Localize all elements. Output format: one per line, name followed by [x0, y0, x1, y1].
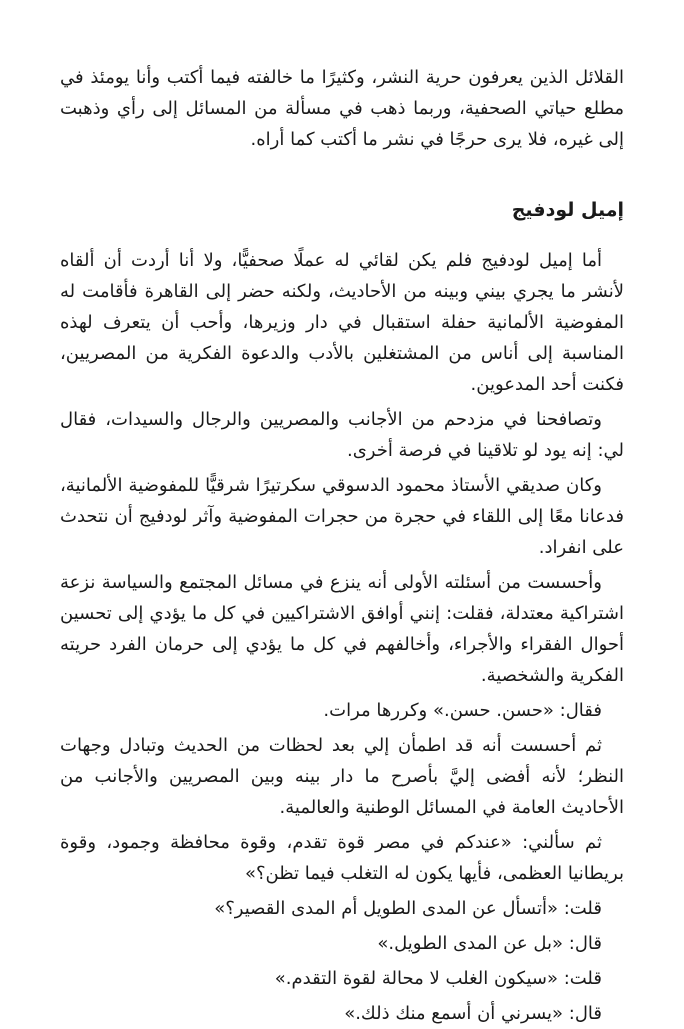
body-paragraph: وأحسست من أسئلته الأولى أنه ينزع في مسائل المجتمع والسياسة نزعة اشتراكية معتدلة، فقلت: إنني أوافق الاشتراكيين في كل ما يؤدي إلى تحسين أحوال الفقراء والأجراء، وأخالفهم في كل ما يؤدي إلى حرمان الفرد حريته الفكرية والشخصية.	[60, 572, 624, 686]
body-paragraph: وتصافحنا في مزدحم من الأجانب والمصريين والرجال والسيدات، فقال لي: إنه يود لو تلاقينا في فرصة أخرى.	[60, 409, 624, 461]
body-paragraph: فقال: «حسن. حسن.» وكررها مرات.	[323, 700, 602, 721]
dialog-line: قلت: «سيكون الغلب لا محالة لقوة التقدم.»	[274, 968, 602, 989]
body-paragraph: وكان صديقي الأستاذ محمود الدسوقي سكرتيرًا شرقيًّا للمفوضية الألمانية، فدعانا معًا إلى اللقاء في حجرة من حجرات المفوضية وآثر لودفيج أن نتحدث على انفراد.	[60, 475, 624, 558]
intro-paragraph: القلائل الذين يعرفون حرية النشر، وكثيرًا ما خالفته فيما أكتب وأنا يومئذ في مطلع حياتي الصحفية، وربما ذهب في مسألة من المسائل إلى رأي وذهبت إلى غيره، فلا يرى حرجًا في نشر ما أكتب كما أراه.	[60, 67, 624, 150]
body-paragraph: أما إميل لودفيج فلم يكن لقائي له عملًا صحفيًّا، ولا أنا أردت أن ألقاه لأنشر ما يجري بيني وبينه من الأحاديث، ولكنه حضر إلى القاهرة فأقامت له المفوضية الألمانية حفلة استقبال في دار وزيرها، وأحب أن يتعرف لهذه المناسبة إلى أناس من المشتغلين بالأدب والدعوة الفكرية من المصريين، فكنت أحد المدعوين.	[60, 250, 624, 395]
document-page	[60, 62, 624, 1029]
dialog-line: قلت: «أتسأل عن المدى الطويل أم المدى القصير؟»	[214, 898, 602, 919]
dialog-line: قال: «يسرني أن أسمع منك ذلك.»	[344, 1003, 602, 1024]
dialog-line: قال: «بل عن المدى الطويل.»	[377, 933, 602, 954]
section-title: إميل لودفيج	[511, 199, 624, 221]
body-paragraph: ثم أحسست أنه قد اطمأن إلي بعد لحظات من الحديث وتبادل وجهات النظر؛ لأنه أفضى إليَّ بأصرح ما دار بينه وبين المصريين والأجانب من الأحاديث العامة في المسائل الوطنية والعالمية.	[60, 735, 624, 818]
body-paragraph: ثم سألني: «عندكم في مصر قوة تقدم، وقوة محافظة وجمود، وقوة بريطانيا العظمى، فأيها يكون له التغلب فيما تظن؟»	[60, 832, 624, 884]
